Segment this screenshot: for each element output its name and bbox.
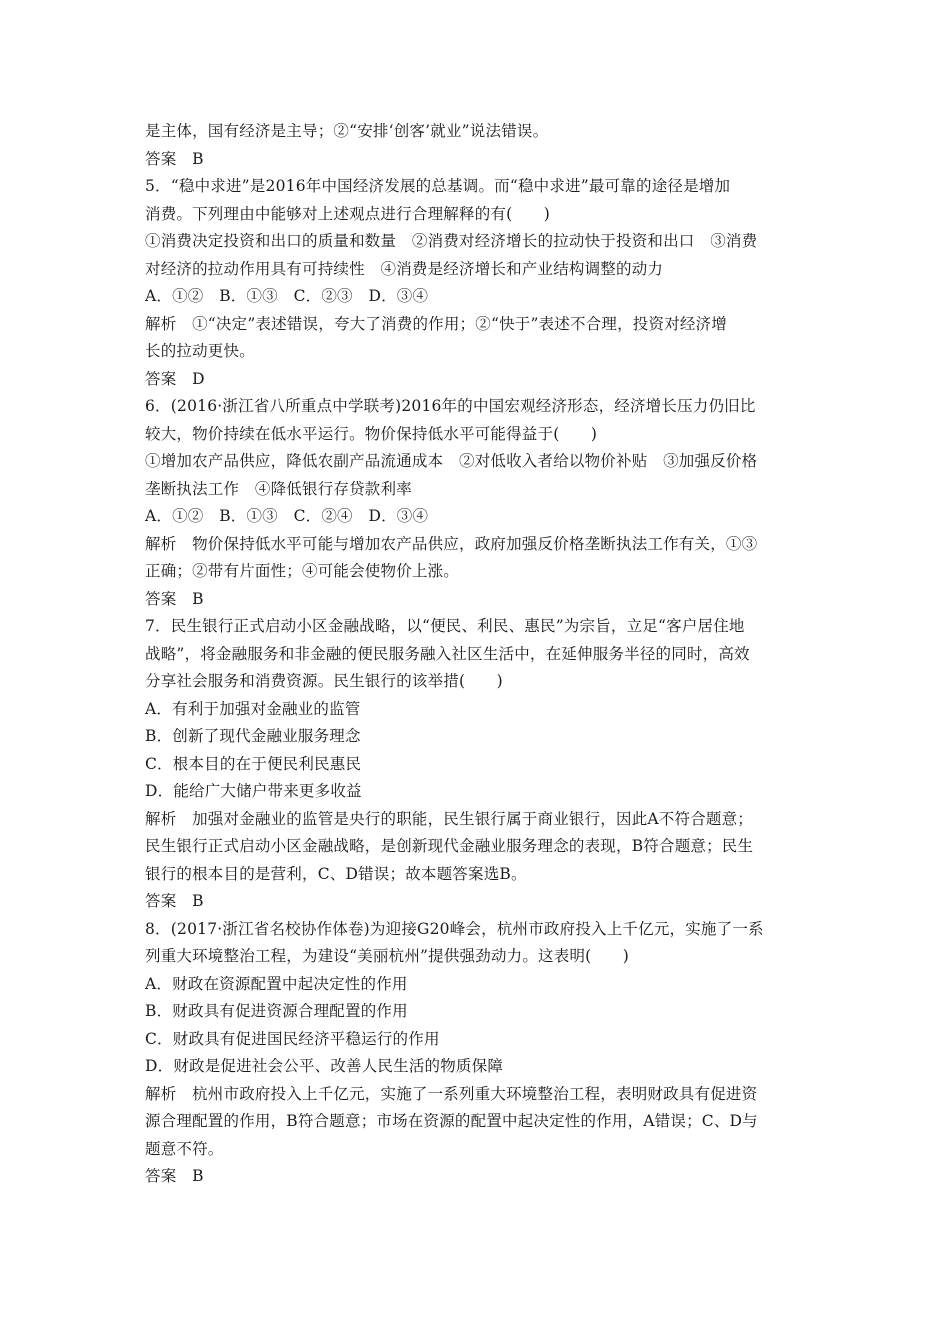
choice-d: D．财政是促进社会公平、改善人民生活的物质保障	[145, 1057, 504, 1075]
answer-line: 答案 B	[145, 892, 204, 910]
answer-line: 答案 B	[145, 589, 204, 608]
answer-line: 答案 B	[145, 149, 204, 168]
question-7-line: 7．民生银行正式启动小区金融战略，以“便民、利民、惠民”为宗旨，立足“客户居住地	[145, 617, 745, 635]
choice-d: D．能给广大储户带来更多收益	[145, 782, 362, 800]
question-5-options: ①消费决定投资和出口的质量和数量 ②消费对经济增长的拉动快于投资和出口 ③消费	[145, 232, 758, 250]
question-6-line: 较大，物价持续在低水平运行。物价保持低水平可能得益于( )	[145, 424, 598, 443]
explanation-line: 解析 物价保持低水平可能与增加农产品供应，政府加强反价格垄断执法工作有关，①③	[145, 534, 758, 553]
question-8-line: 列重大环境整治工程，为建设“美丽杭州”提供强劲动力。这表明( )	[145, 947, 630, 965]
explanation-line: 源合理配置的作用，B符合题意；市场在资源的配置中起决定性的作用，A错误；C、D与	[145, 1112, 758, 1130]
explanation-line: 解析 杭州市政府投入上千亿元，实施了一系列重大环境整治工程，表明财政具有促进资	[145, 1084, 758, 1103]
answer-line: 答案 D	[145, 369, 205, 388]
question-5-line: 消费。下列理由中能够对上述观点进行合理解释的有( )	[145, 204, 550, 223]
explanation-line: 解析 ①“决定”表述错误，夸大了消费的作用；②“快于”表述不合理，投资对经济增	[145, 314, 727, 333]
explanation-line: 题意不符。	[145, 1139, 224, 1158]
explanation-line: 解析 加强对金融业的监管是央行的职能，民生银行属于商业银行，因此A不符合题意；	[145, 809, 753, 828]
question-7-line: 分享社会服务和消费资源。民生银行的该举措( )	[145, 672, 503, 690]
choice-a: A．财政在资源配置中起决定性的作用	[145, 974, 408, 993]
question-6-line: 6．(2016·浙江省八所重点中学联考)2016年的中国宏观经济形态，经济增长压力仍旧比	[145, 397, 756, 415]
choice-c: C．财政具有促进国民经济平稳运行的作用	[145, 1029, 440, 1048]
answer-line: 答案 B	[145, 1167, 204, 1185]
question-5-choices: A．①② B．①③ C．②③ D．③④	[145, 287, 429, 305]
choice-c: C．根本目的在于便民利民惠民	[145, 754, 362, 773]
choice-a: A．有利于加强对金融业的监管	[145, 699, 361, 718]
explanation-line: 长的拉动更快。	[145, 342, 255, 360]
question-5-options: 对经济的拉动作用具有可持续性 ④消费是经济增长和产业结构调整的动力	[145, 259, 664, 278]
document-page	[145, 118, 810, 1191]
choice-b: B．创新了现代金融业服务理念	[145, 727, 361, 745]
explanation-line: 银行的根本目的是营利，C、D错误；故本题答案选B。	[145, 864, 527, 883]
choice-b: B．财政具有促进资源合理配置的作用	[145, 1002, 408, 1020]
question-7-line: 战略”，将金融服务和非金融的便民服务融入社区生活中，在延伸服务半径的同时，高效	[145, 644, 750, 663]
explanation-line: 正确；②带有片面性；④可能会使物价上涨。	[145, 562, 460, 580]
question-6-choices: A．①② B．①③ C．②④ D．③④	[145, 507, 429, 525]
question-6-options: 垄断执法工作 ④降低银行存贷款利率	[145, 479, 412, 498]
question-8-line: 8．(2017·浙江省名校协作体卷)为迎接G20峰会，杭州市政府投入上千亿元，实施了一系	[145, 919, 764, 938]
explanation-line: 民生银行正式启动小区金融战略，是创新现代金融业服务理念的表现，B符合题意；民生	[145, 837, 754, 855]
text-line: 是主体，国有经济是主导；②“安排‘创客’就业”说法错误。	[145, 122, 549, 140]
question-5-line: 5．“稳中求进”是2016年中国经济发展的总基调。而“稳中求进”最可靠的途径是增加	[145, 177, 731, 195]
question-6-options: ①增加农产品供应，降低农副产品流通成本 ②对低收入者给以物价补贴 ③加强反价格	[145, 452, 758, 470]
